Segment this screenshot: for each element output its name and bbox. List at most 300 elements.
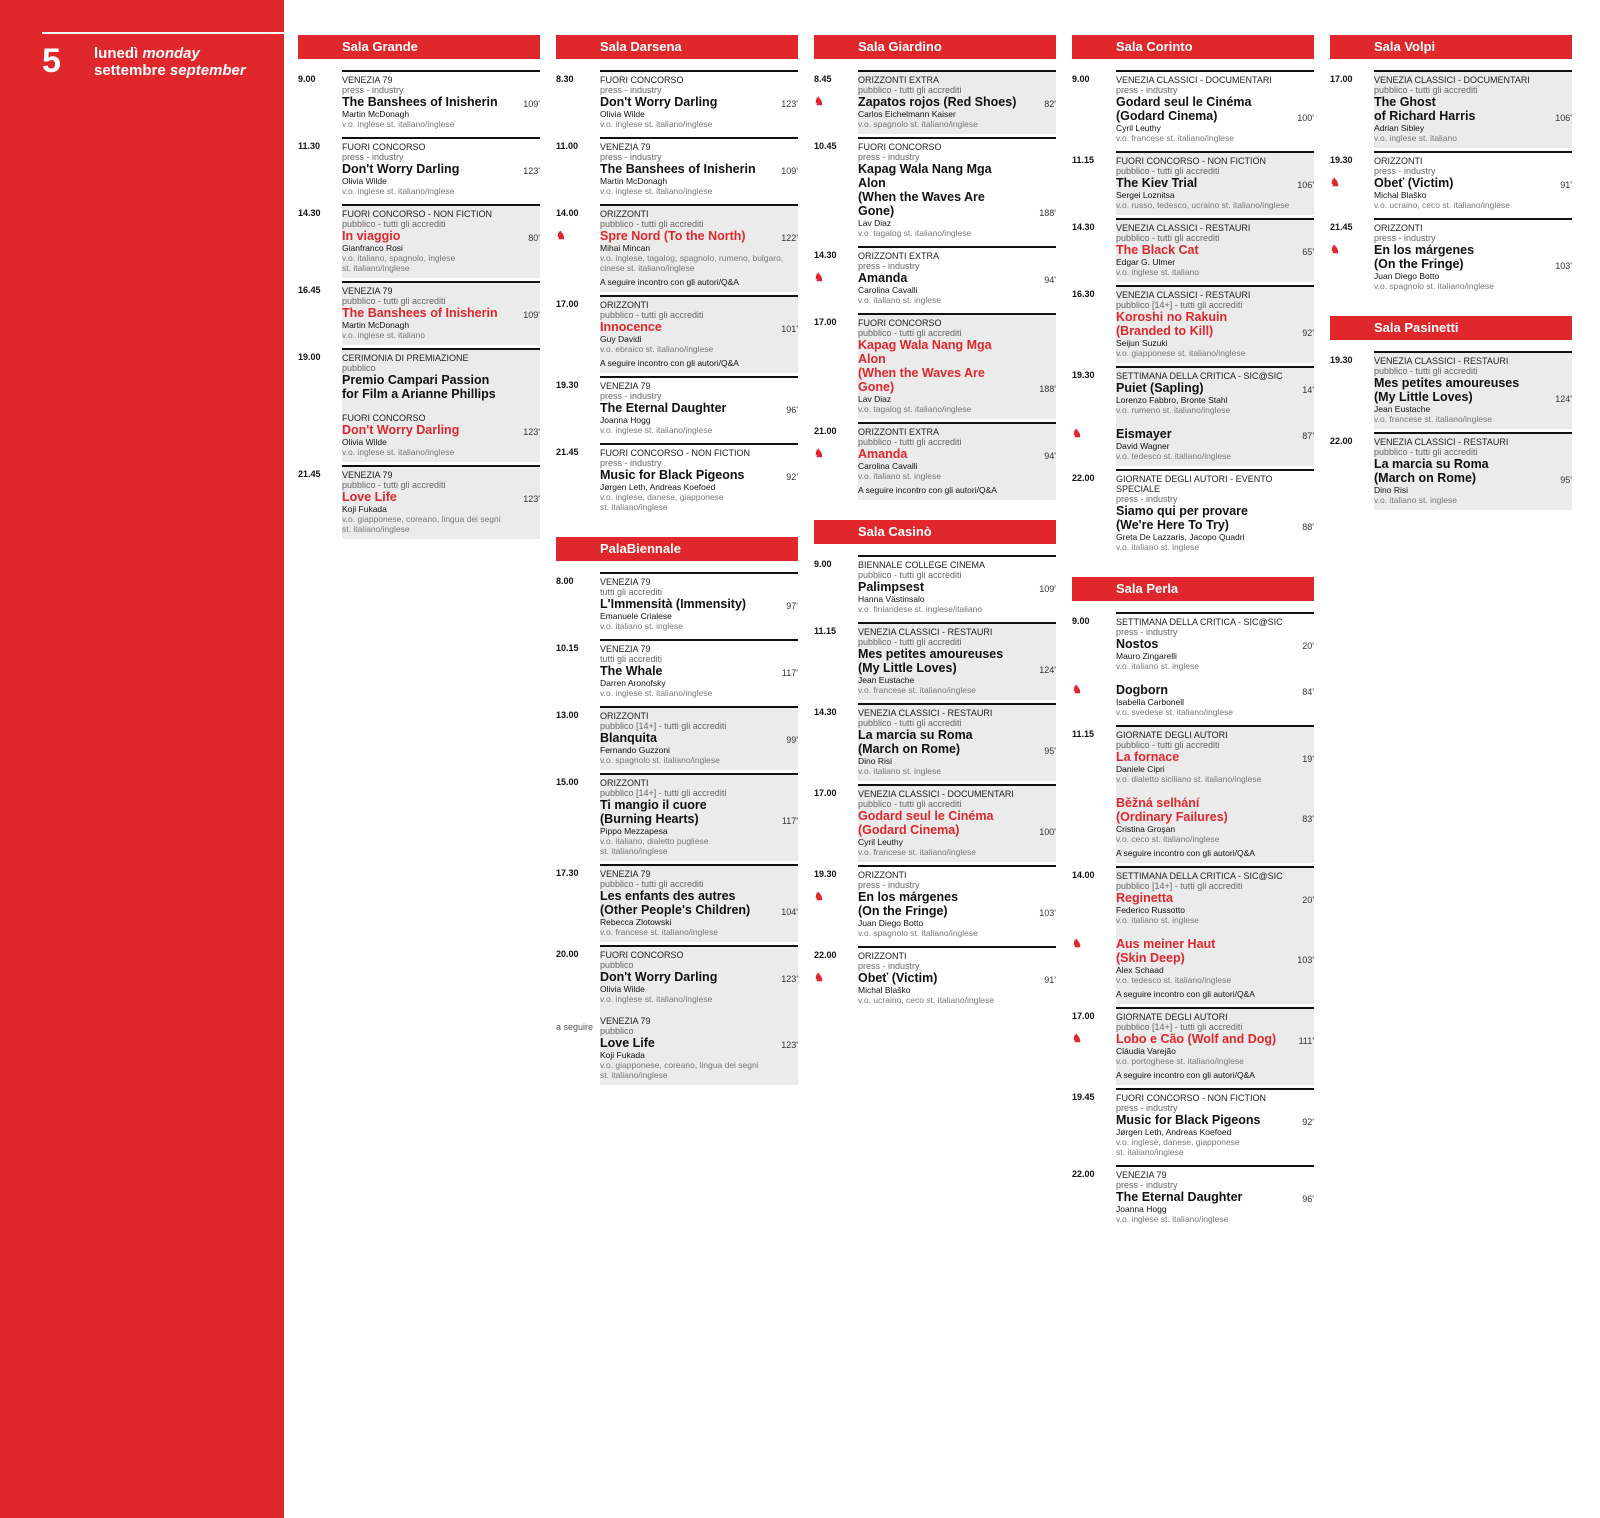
film-item xyxy=(1116,290,1314,358)
screening-entry[interactable] xyxy=(814,422,1056,500)
screening-details xyxy=(1116,218,1314,282)
section-label: GIORNATE DEGLI AUTORI xyxy=(1116,730,1228,740)
title-row xyxy=(858,338,1056,394)
section-label: VENEZIA CLASSICI - DOCUMENTARI xyxy=(1374,75,1530,85)
language-info: v.o. inglese st. italiano/inglese xyxy=(600,186,713,196)
title-row xyxy=(1116,637,1314,651)
section-label: FUORI CONCORSO xyxy=(342,413,426,423)
access-label: pubblico - tutti gli accrediti xyxy=(1374,447,1478,457)
screening-entry[interactable] xyxy=(1330,70,1572,148)
screening-entry[interactable] xyxy=(814,865,1056,943)
screening-entry[interactable] xyxy=(556,706,798,770)
language-info: v.o. inglese st. italiano/inglese xyxy=(342,447,455,457)
film-item xyxy=(342,353,540,401)
film-title[interactable]: Music for Black Pigeons xyxy=(1116,1113,1261,1127)
language-info: v.o. inglese st. italiano/inglese xyxy=(600,994,713,1004)
time-slot xyxy=(556,295,600,373)
film-title[interactable]: Don't Worry Darling xyxy=(600,970,718,984)
time-label: 15.00 xyxy=(556,777,579,787)
screening-entry[interactable] xyxy=(1072,285,1314,363)
duration-label: 83' xyxy=(1302,814,1314,824)
access-label: press - industry xyxy=(1116,494,1178,504)
language-info: v.o. inglese, tagalog, spagnolo, rumeno, bulgaro, cinese st. italiano/inglese xyxy=(600,253,784,273)
time-slot xyxy=(298,465,342,539)
access-label: pubblico - tutti gli accrediti xyxy=(858,328,962,338)
time-slot xyxy=(556,572,600,636)
language-info: v.o. finlandese st. inglese/italiano xyxy=(858,604,983,614)
duration-label: 117' xyxy=(781,668,798,678)
title-row xyxy=(1116,1190,1314,1204)
director-name: Daniele Cipri xyxy=(1116,764,1165,774)
duration-label: 95' xyxy=(1044,746,1056,756)
screening-entry[interactable] xyxy=(1072,1007,1314,1085)
language-info: v.o. italiano st. inglese xyxy=(1116,542,1199,552)
film-title[interactable]: Godard seul le Cinéma (Godard Cinema) xyxy=(1116,95,1252,123)
film-title[interactable]: Eismayer xyxy=(1116,427,1172,441)
time-label: 22.00 xyxy=(1330,436,1353,446)
section-label: FUORI CONCORSO - NON FICTION xyxy=(600,448,750,458)
access-label: pubblico xyxy=(600,1026,634,1036)
title-row xyxy=(1374,376,1572,404)
time-slot xyxy=(814,703,858,781)
film-title[interactable]: Don't Worry Darling xyxy=(342,162,460,176)
venue-section xyxy=(1330,316,1572,510)
director-name: Juan Diego Botto xyxy=(1374,271,1440,281)
access-label: press - industry xyxy=(342,85,404,95)
venue-section xyxy=(814,520,1056,1010)
title-row xyxy=(1072,1032,1314,1046)
time-slot xyxy=(298,348,342,462)
film-title[interactable]: La fornace xyxy=(1116,750,1180,764)
duration-label: 80' xyxy=(528,233,540,243)
title-row xyxy=(1116,95,1314,123)
schedule-column xyxy=(298,35,540,559)
venue-section xyxy=(814,35,1056,500)
title-row xyxy=(858,162,1056,218)
screening-entry[interactable] xyxy=(298,70,540,134)
time-slot xyxy=(556,70,600,134)
time-label: 16.30 xyxy=(1072,289,1095,299)
film-item xyxy=(1116,796,1314,858)
duration-label: 96' xyxy=(786,405,798,415)
time-slot xyxy=(298,204,342,278)
screening-details xyxy=(1116,1165,1314,1229)
screening-entry[interactable] xyxy=(556,945,798,1085)
screening-entry[interactable] xyxy=(1330,218,1572,296)
title-row xyxy=(600,889,798,917)
language-info: v.o. ucraino, ceco st. italiano/inglese xyxy=(1374,200,1510,210)
film-title[interactable]: Music for Black Pigeons xyxy=(600,468,745,482)
film-title[interactable]: Premio Campari Passion for Film a Arianne Phillips xyxy=(342,373,496,401)
film-title[interactable]: Amanda xyxy=(858,447,908,461)
film-title[interactable]: En los márgenes (On the Fringe) xyxy=(1374,243,1475,271)
access-label: pubblico - tutti gli accrediti xyxy=(342,480,446,490)
screening-entry[interactable] xyxy=(814,555,1056,619)
film-title[interactable]: Obeť (Victim) xyxy=(858,971,938,985)
film-title[interactable]: Koroshi no Rakuin (Branded to Kill) xyxy=(1116,310,1228,338)
screening-entry[interactable] xyxy=(556,572,798,636)
director-name: Martin McDonagh xyxy=(342,109,410,119)
sidebar-rule xyxy=(42,32,284,34)
language-info: v.o. italiano st. inglese xyxy=(600,621,683,631)
screening-entry[interactable] xyxy=(1072,366,1314,466)
title-row xyxy=(342,162,540,176)
golden-lion-icon: ♞ xyxy=(814,272,824,284)
film-item xyxy=(1116,1170,1314,1224)
time-slot xyxy=(556,639,600,703)
film-title[interactable]: Lobo e Cão (Wolf and Dog) xyxy=(1116,1032,1277,1046)
director-name: Rebecca Zlotowski xyxy=(600,917,672,927)
screening-list xyxy=(556,70,798,517)
language-info: v.o. italiano st. inglese xyxy=(1374,495,1457,505)
schedule-column xyxy=(1330,35,1572,530)
section-label: BIENNALE COLLEGE CINEMA xyxy=(858,560,986,570)
section-label: ORIZZONTI EXTRA xyxy=(858,427,939,437)
language-info: v.o. inglese st. italiano/inglese xyxy=(1116,1214,1229,1224)
film-title[interactable]: Obeť (Victim) xyxy=(1374,176,1454,190)
title-row xyxy=(858,580,1056,594)
screening-details xyxy=(1374,70,1572,148)
screening-details xyxy=(342,281,540,345)
screening-details xyxy=(600,443,798,517)
film-title[interactable]: La marcia su Roma (March on Rome) xyxy=(1374,457,1489,485)
duration-label: 188' xyxy=(1039,384,1056,394)
screening-entry[interactable] xyxy=(556,204,798,292)
venue-section xyxy=(1072,35,1314,557)
time-label: 8.30 xyxy=(556,74,574,84)
time-label: 22.00 xyxy=(1072,1169,1095,1179)
screening-entry[interactable] xyxy=(1072,151,1314,215)
language-info: v.o. tagalog st. italiano/inglese xyxy=(858,404,972,414)
film-title[interactable]: The Ghost of Richard Harris xyxy=(1374,95,1476,123)
director-name: Gianfranco Rosi xyxy=(342,243,403,253)
title-row xyxy=(600,162,798,176)
time-slot xyxy=(556,945,600,1085)
section-label: GIORNATE DEGLI AUTORI - EVENTO SPECIALE xyxy=(1116,474,1273,494)
film-title[interactable]: En los márgenes (On the Fringe) xyxy=(858,890,959,918)
screening-entry[interactable] xyxy=(1072,70,1314,148)
title-row xyxy=(1330,176,1572,190)
screening-entry[interactable] xyxy=(298,204,540,278)
screening-entry[interactable] xyxy=(1072,1165,1314,1229)
screening-entry[interactable] xyxy=(556,443,798,517)
duration-label: 20' xyxy=(1302,895,1314,905)
director-name: Carolina Cavalli xyxy=(858,461,918,471)
film-title[interactable]: Kapag Wala Nang Mga Alon (When the Waves Are Gone) xyxy=(858,162,992,218)
section-label: VENEZIA CLASSICI - RESTAURI xyxy=(1116,290,1251,300)
director-name: Carlos Eichelmann Kaiser xyxy=(858,109,956,119)
golden-lion-icon: ♞ xyxy=(814,96,824,108)
film-title[interactable]: Love Life xyxy=(600,1036,655,1050)
screening-entry[interactable] xyxy=(1072,218,1314,282)
title-row xyxy=(1072,937,1314,965)
title-row xyxy=(600,1036,798,1050)
film-title[interactable]: Dogborn xyxy=(1116,683,1169,697)
film-title[interactable]: The Eternal Daughter xyxy=(1116,1190,1243,1204)
director-name: Jørgen Leth, Andreas Koefoed xyxy=(600,482,716,492)
section-label: ORIZZONTI EXTRA xyxy=(858,75,939,85)
section-label: FUORI CONCORSO xyxy=(342,142,426,152)
access-label: press - industry xyxy=(858,961,920,971)
golden-lion-icon: ♞ xyxy=(1072,938,1082,950)
title-row xyxy=(814,447,1056,461)
section-label: FUORI CONCORSO xyxy=(600,950,684,960)
title-row xyxy=(814,271,1056,285)
access-label: press - industry xyxy=(600,458,662,468)
screening-details xyxy=(1116,151,1314,215)
language-info: v.o. inglese st. italiano xyxy=(1116,267,1199,277)
film-item xyxy=(600,711,798,765)
film-title[interactable]: L'Immensità (Immensity) xyxy=(600,597,747,611)
film-item xyxy=(600,75,798,129)
time-label: 8.00 xyxy=(556,576,574,586)
film-item xyxy=(858,708,1056,776)
film-title[interactable]: Love Life xyxy=(342,490,397,504)
access-label: press - industry xyxy=(1116,85,1178,95)
screening-entry[interactable] xyxy=(814,784,1056,862)
time-label: 14.30 xyxy=(814,250,837,260)
screening-list xyxy=(1072,70,1314,557)
film-item xyxy=(1116,371,1314,415)
film-title[interactable]: Les enfants des autres (Other People's Children) xyxy=(600,889,751,917)
director-name: Jørgen Leth, Andreas Koefoed xyxy=(1116,1127,1232,1137)
screening-entry[interactable] xyxy=(556,137,798,201)
director-name: Lav Diaz xyxy=(858,218,892,228)
screening-entry[interactable] xyxy=(814,946,1056,1010)
venue-header: Sala Pasinetti xyxy=(1330,316,1572,340)
time-label: 19.30 xyxy=(814,869,837,879)
film-title[interactable]: The Banshees of Inisherin xyxy=(600,162,756,176)
time-slot xyxy=(814,422,858,500)
access-label: pubblico [14+] - tutti gli accrediti xyxy=(600,721,727,731)
venue-header: Sala Volpi xyxy=(1330,35,1572,59)
venue-header: Sala Darsena xyxy=(556,35,798,59)
screening-entry[interactable] xyxy=(556,773,798,861)
section-label: FUORI CONCORSO - NON FICTION xyxy=(1116,1093,1266,1103)
golden-lion-icon: ♞ xyxy=(814,891,824,903)
time-label: 14.00 xyxy=(556,208,579,218)
time-label: 14.30 xyxy=(298,208,321,218)
language-info: v.o. spagnolo st. italiano/inglese xyxy=(600,755,720,765)
film-item xyxy=(858,560,1056,614)
access-label: pubblico - tutti gli accrediti xyxy=(858,718,962,728)
screening-entry[interactable] xyxy=(1072,612,1314,722)
screening-entry[interactable] xyxy=(298,137,540,201)
film-title[interactable]: The Black Cat xyxy=(1116,243,1199,257)
time-label: 21.45 xyxy=(298,469,321,479)
title-row xyxy=(600,798,798,826)
screening-entry[interactable] xyxy=(1330,151,1572,215)
duration-label: 103' xyxy=(1297,955,1314,965)
film-title[interactable]: Don't Worry Darling xyxy=(342,423,460,437)
language-info: v.o. spagnolo st. italiano/inglese xyxy=(1374,281,1494,291)
screening-entry[interactable] xyxy=(814,313,1056,419)
screening-entry[interactable] xyxy=(556,639,798,703)
director-name: Federico Russotto xyxy=(1116,905,1185,915)
language-info: v.o. tedesco st. italiano/inglese xyxy=(1116,975,1232,985)
golden-lion-icon: ♞ xyxy=(1330,177,1340,189)
screening-entry[interactable] xyxy=(814,703,1056,781)
screening-entry[interactable] xyxy=(298,465,540,539)
venue-section xyxy=(1330,35,1572,296)
film-title[interactable]: Siamo qui per provare (We're Here To Try) xyxy=(1116,504,1248,532)
time-label: 17.00 xyxy=(814,317,837,327)
time-slot xyxy=(556,443,600,517)
screening-entry[interactable] xyxy=(814,70,1056,134)
director-name: Mauro Zingarelli xyxy=(1116,651,1177,661)
access-label: press - industry xyxy=(600,85,662,95)
time-label: 10.15 xyxy=(556,643,579,653)
film-title[interactable]: Běžná selhání (Ordinary Failures) xyxy=(1116,796,1228,824)
director-name: Michal Blaško xyxy=(1374,190,1427,200)
director-name: Fernando Guzzoni xyxy=(600,745,670,755)
duration-label: 65' xyxy=(1302,247,1314,257)
film-title[interactable]: The Whale xyxy=(600,664,663,678)
duration-label: 96' xyxy=(1302,1194,1314,1204)
time-slot xyxy=(1330,70,1374,148)
film-title[interactable]: Zapatos rojos (Red Shoes) xyxy=(858,95,1017,109)
section-label: VENEZIA 79 xyxy=(342,470,393,480)
time-label: 19.30 xyxy=(1330,355,1353,365)
section-label: ORIZZONTI xyxy=(858,870,907,880)
section-label: VENEZIA CLASSICI - RESTAURI xyxy=(1116,223,1251,233)
film-title[interactable]: Mes petites amoureuses (My Little Loves) xyxy=(1374,376,1520,404)
time-slot xyxy=(556,706,600,770)
film-title[interactable]: Godard seul le Cinéma (Godard Cinema) xyxy=(858,809,994,837)
film-title[interactable]: The Kiev Trial xyxy=(1116,176,1198,190)
screening-entry[interactable] xyxy=(556,295,798,373)
film-title[interactable]: In viaggio xyxy=(342,229,401,243)
screening-entry[interactable] xyxy=(1072,1088,1314,1162)
film-title[interactable]: The Banshees of Inisherin xyxy=(342,95,498,109)
screening-entry[interactable] xyxy=(1072,725,1314,863)
duration-label: 95' xyxy=(1560,475,1572,485)
director-name: Olivia Wilde xyxy=(600,984,645,994)
time-slot xyxy=(1072,366,1116,466)
language-info: v.o. italiano st. inglese xyxy=(858,295,941,305)
access-label: pubblico - tutti gli accrediti xyxy=(1116,166,1220,176)
film-title[interactable]: Puiet (Sapling) xyxy=(1116,381,1204,395)
duration-label: 124' xyxy=(1555,394,1572,404)
film-title[interactable]: The Banshees of Inisherin xyxy=(342,306,498,320)
screening-entry[interactable] xyxy=(298,348,540,462)
access-label: pubblico [14+] - tutti gli accrediti xyxy=(1116,1022,1243,1032)
access-label: tutti gli accrediti xyxy=(600,654,663,664)
duration-label: 91' xyxy=(1560,180,1572,190)
film-title[interactable]: The Eternal Daughter xyxy=(600,401,727,415)
film-title[interactable]: Nostos xyxy=(1116,637,1159,651)
title-row xyxy=(1374,95,1572,123)
film-title[interactable]: Mes petites amoureuses (My Little Loves) xyxy=(858,647,1004,675)
section-label: VENEZIA CLASSICI - RESTAURI xyxy=(858,708,993,718)
film-item xyxy=(1072,427,1314,461)
film-title[interactable]: Aus meiner Haut (Skin Deep) xyxy=(1116,937,1216,965)
section-label: VENEZIA 79 xyxy=(342,75,393,85)
qa-note: A seguire incontro con gli autori/Q&A xyxy=(858,485,997,495)
film-title[interactable]: Kapag Wala Nang Mga Alon (When the Waves Are Gone) xyxy=(858,338,992,394)
screening-entry[interactable] xyxy=(1072,469,1314,557)
title-row xyxy=(1116,750,1314,764)
duration-label: 103' xyxy=(1555,261,1572,271)
section-label: VENEZIA 79 xyxy=(342,286,393,296)
film-title[interactable]: La marcia su Roma (March on Rome) xyxy=(858,728,973,756)
title-row xyxy=(814,95,1056,109)
screening-entry[interactable] xyxy=(556,376,798,440)
time-slot xyxy=(814,865,858,943)
section-label: VENEZIA 79 xyxy=(600,869,651,879)
film-item xyxy=(600,778,798,856)
language-info: v.o. inglese st. italiano/inglese xyxy=(342,119,455,129)
language-info: v.o. svedese st. italiano/inglese xyxy=(1116,707,1234,717)
screening-entry[interactable] xyxy=(814,622,1056,700)
duration-label: 111' xyxy=(1298,1036,1314,1046)
language-info: v.o. italiano st. inglese xyxy=(1116,915,1199,925)
film-title[interactable]: Palimpsest xyxy=(858,580,925,594)
film-title[interactable]: Spre Nord (To the North) xyxy=(600,229,746,243)
language-info: v.o. spagnolo st. italiano/inglese xyxy=(858,119,978,129)
screening-entry[interactable] xyxy=(556,70,798,134)
screening-entry[interactable] xyxy=(298,281,540,345)
film-title[interactable]: Amanda xyxy=(858,271,908,285)
screening-details xyxy=(1116,725,1314,863)
language-info: v.o. tagalog st. italiano/inglese xyxy=(858,228,972,238)
screening-list xyxy=(298,70,540,539)
film-title[interactable]: Reginetta xyxy=(1116,891,1173,905)
screening-entry[interactable] xyxy=(1330,351,1572,429)
access-label: press - industry xyxy=(1374,233,1436,243)
access-label: press - industry xyxy=(858,152,920,162)
film-title[interactable]: Don't Worry Darling xyxy=(600,95,718,109)
duration-label: 109' xyxy=(781,166,798,176)
screening-entry[interactable] xyxy=(556,864,798,942)
access-label: press - industry xyxy=(342,152,404,162)
screening-entry[interactable] xyxy=(1072,866,1314,1004)
language-info: v.o. francese st. italiano/inglese xyxy=(858,685,976,695)
time-slot xyxy=(1072,218,1116,282)
film-item xyxy=(1072,683,1314,717)
screening-list xyxy=(814,70,1056,500)
title-row xyxy=(600,468,798,482)
section-label: ORIZZONTI xyxy=(600,300,649,310)
film-item xyxy=(342,470,540,534)
screening-list xyxy=(1330,351,1572,510)
schedule-column xyxy=(556,35,798,1105)
language-info: v.o. italiano, spagnolo, inglese st. italiano/inglese xyxy=(342,253,456,273)
director-name: Koji Fukada xyxy=(600,1050,645,1060)
director-name: Olivia Wilde xyxy=(342,176,387,186)
film-title[interactable]: Ti mangio il cuore (Burning Hearts) xyxy=(600,798,707,826)
golden-lion-icon: ♞ xyxy=(1072,428,1082,440)
time-label: 17.00 xyxy=(1330,74,1353,84)
section-label: ORIZZONTI xyxy=(600,209,649,219)
access-label: pubblico - tutti gli accrediti xyxy=(858,437,962,447)
director-name: Dino Risi xyxy=(1374,485,1409,495)
film-title[interactable]: Blanquita xyxy=(600,731,657,745)
screening-entry[interactable] xyxy=(814,246,1056,310)
title-row xyxy=(1116,504,1314,532)
day-number: 5 xyxy=(42,42,61,80)
language-info: v.o. russo, tedesco, ucraino st. italiano/inglese xyxy=(1116,200,1290,210)
screening-entry[interactable] xyxy=(1330,432,1572,510)
month-it: settembre xyxy=(94,62,166,79)
time-label: 11.15 xyxy=(1072,155,1095,165)
director-name: Dino Risi xyxy=(858,756,893,766)
film-title[interactable]: Innocence xyxy=(600,320,662,334)
title-row xyxy=(1116,381,1314,395)
time-label: 17.00 xyxy=(556,299,579,309)
screening-entry[interactable] xyxy=(814,137,1056,243)
language-info: v.o. italiano st. inglese xyxy=(858,766,941,776)
